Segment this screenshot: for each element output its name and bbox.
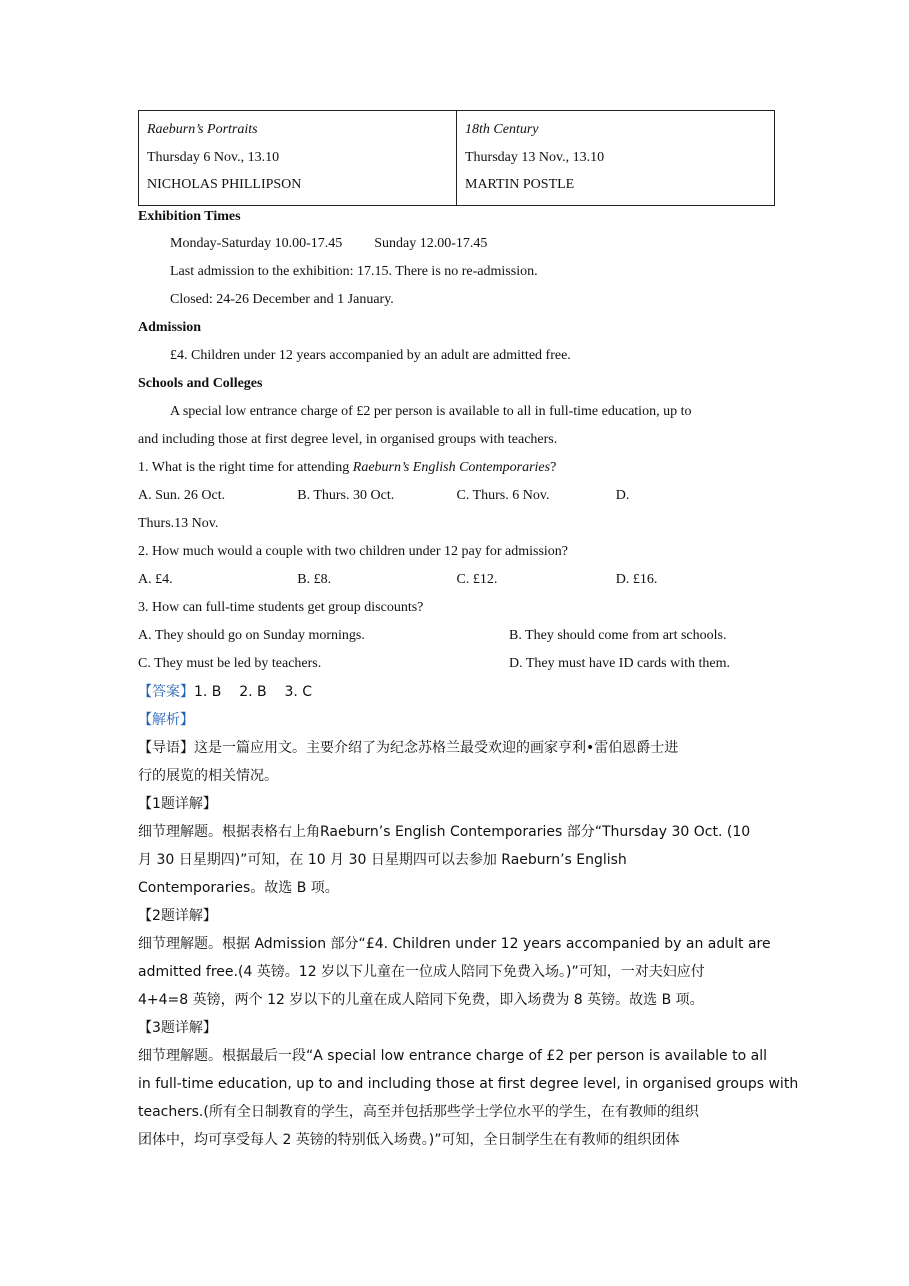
analysis-label: 【解析】 [138, 711, 194, 728]
option-a[interactable]: A. £4. [138, 571, 173, 587]
weekday-hours: Monday-Saturday 10.00-17.45 [170, 235, 343, 251]
lecture-table [138, 110, 775, 206]
question-3-options-row-2 [138, 650, 775, 678]
analysis-label-line [138, 706, 775, 734]
document-page [138, 110, 799, 1154]
closed-dates: Closed: 24-26 December and 1 January. [170, 291, 394, 307]
lecture-date: Thursday 6 Nov., 13.10 [147, 149, 280, 165]
intro-line-1 [138, 734, 775, 762]
sunday-hours: Sunday 12.00-17.45 [374, 235, 488, 251]
question-italic: Raeburn’s English Contemporaries [352, 459, 551, 475]
lecture-title: Raeburn’s Portraits [147, 122, 258, 137]
option-a[interactable]: A. They should go on Sunday mornings. [138, 627, 365, 643]
option-c[interactable]: C. They must be led by teachers. [138, 655, 322, 671]
option-d[interactable]: D. £16. [615, 571, 658, 587]
answer-item: 1. B [194, 683, 222, 700]
exhibition-hours [138, 230, 775, 258]
q3-line-3: teachers.(所有全日制教育的学生，高至并包括那些学士学位水平的学生，在有教师的组织 [138, 1103, 699, 1120]
intro-text: 这是一篇应用文。主要介绍了为纪念苏格兰最受欢迎的画家亨利•雷伯恩爵士进 [194, 739, 679, 756]
q1-line-2: 月 30 日星期四)”可知，在 10 月 30 日星期四可以去参加 Raeburn’s English [138, 851, 627, 868]
lecture-speaker: MARTIN POSTLE [465, 177, 575, 192]
lecture-cell-right [457, 111, 775, 206]
question-3-options-row-1 [138, 622, 775, 650]
answer-line [138, 678, 775, 706]
option-c[interactable]: C. Thurs. 6 Nov. [456, 487, 550, 503]
q1-line-3: Contemporaries。故选 B 项。 [138, 879, 339, 896]
answer-label: 【答案】 [138, 683, 194, 700]
q1-line-1: 细节理解题。根据表格右上角Raeburn’s English Contemporaries 部分“Thursday 30 Oct. (10 [138, 823, 751, 840]
schools-text-2: and including those at first degree level, in organised groups with teachers. [138, 431, 558, 447]
option-c[interactable]: C. £12. [456, 571, 498, 587]
last-admission: Last admission to the exhibition: 17.15. There is no re-admission. [170, 263, 538, 279]
q3-line-4: 团体中，均可享受每人 2 英镑的特别低入场费。)”可知，全日制学生在有教师的组织团体 [138, 1131, 680, 1148]
question-text: 1. What is the right time for attending [138, 459, 353, 475]
q2-label: 【2题详解】 [138, 907, 217, 924]
question-mark: ? [550, 459, 557, 475]
q3-line-1: 细节理解题。根据最后一段“A special low entrance charge of £2 per person is available to all [138, 1047, 767, 1064]
answer-item: 2. B [239, 683, 267, 700]
exhibition-heading: Exhibition Times [138, 208, 241, 224]
option-a[interactable]: A. Sun. 26 Oct. [138, 487, 226, 503]
option-d[interactable]: D. [615, 487, 630, 503]
question-1-options [138, 482, 775, 510]
q2-line-1: 细节理解题。根据 Admission 部分“£4. Children under 12 years accompanied by an adult are [138, 935, 771, 952]
lecture-title: 18th Century [465, 122, 539, 137]
lecture-date: Thursday 13 Nov., 13.10 [465, 149, 605, 165]
option-b[interactable]: B. They should come from art schools. [509, 627, 727, 643]
option-d-text[interactable]: Thurs.13 Nov. [138, 515, 219, 531]
q3-line-2: in full-time education, up to and including those at first degree level, in organised groups with [138, 1075, 799, 1092]
q2-line-3: 4+4=8 英镑，两个 12 岁以下的儿童在成人陪同下免费，即入场费为 8 英镑。故选 B 项。 [138, 991, 704, 1008]
option-b[interactable]: B. £8. [297, 571, 332, 587]
question-2-stem: 2. How much would a couple with two children under 12 pay for admission? [138, 543, 569, 559]
question-1-stem [138, 454, 775, 482]
admission-heading: Admission [138, 319, 202, 335]
option-b[interactable]: B. Thurs. 30 Oct. [297, 487, 395, 503]
q2-line-2: admitted free.(4 英镑。12 岁以下儿童在一位成人陪同下免费入场。)”可知，一对夫妇应付 [138, 963, 705, 980]
schools-heading: Schools and Colleges [138, 375, 263, 391]
admission-text: £4. Children under 12 years accompanied by an adult are admitted free. [170, 347, 571, 363]
answer-item: 3. C [284, 683, 313, 700]
question-2-options [138, 566, 775, 594]
option-d[interactable]: D. They must have ID cards with them. [509, 655, 730, 671]
lecture-cell-left [139, 111, 457, 206]
intro-label: 【导语】 [138, 739, 194, 756]
schools-text-1: A special low entrance charge of £2 per person is available to all in full-time education, up to [170, 403, 692, 419]
question-3-stem: 3. How can full-time students get group discounts? [138, 599, 424, 615]
q3-label: 【3题详解】 [138, 1019, 217, 1036]
intro-line-2: 行的展览的相关情况。 [138, 767, 278, 784]
q1-label: 【1题详解】 [138, 795, 217, 812]
lecture-speaker: NICHOLAS PHILLIPSON [147, 177, 302, 192]
